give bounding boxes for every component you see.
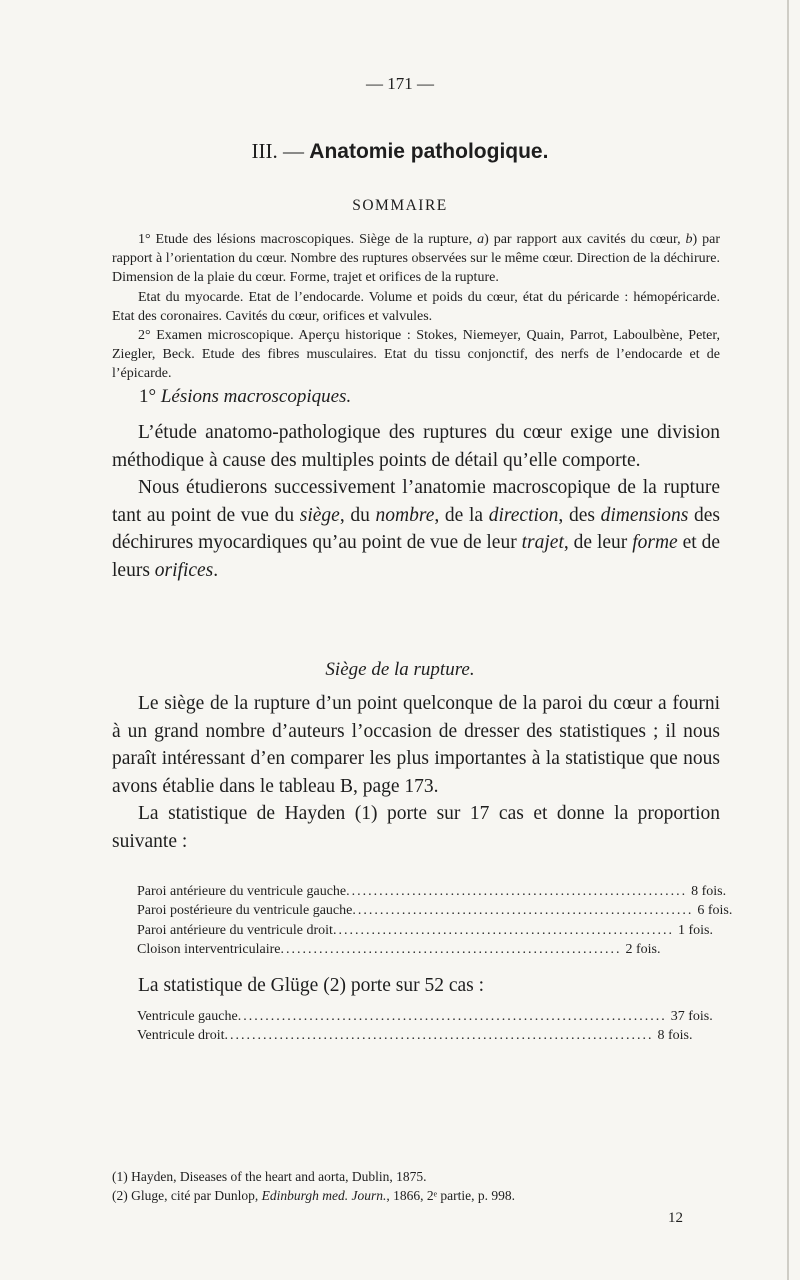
body1-p2-trajet: trajet <box>521 532 564 554</box>
leader-dots: .............................................................................. <box>237 1009 667 1024</box>
summary-p1-b: b <box>685 232 693 247</box>
summary-p1-a: a <box>477 232 485 247</box>
leader-dots: .............................................................. <box>346 884 688 899</box>
body1-p2-e: des déchirures myocardiques qu’au point de vue de leur <box>112 504 721 554</box>
summary-paragraph-1 <box>112 230 720 288</box>
heading1-title: Lésions macroscopiques. <box>160 386 352 407</box>
page-edge-line <box>787 0 789 1280</box>
row-label: Paroi postérieure du ventricule gauche <box>137 903 353 919</box>
body1-p2-direction: direction <box>488 504 559 526</box>
heading1-number: 1° <box>139 386 157 407</box>
footnote-2 <box>112 1186 732 1205</box>
body1-p2-d: , des <box>558 504 601 526</box>
footnote-2-journal: Edinburgh med. Journ. <box>261 1188 387 1203</box>
body1-p2-h: . <box>213 559 219 581</box>
signature-mark: 12 <box>668 1210 683 1226</box>
row-value: 8 fois. <box>657 1028 693 1044</box>
footnotes <box>112 1167 732 1205</box>
row-label: Cloison interventriculaire <box>137 941 281 957</box>
leader-dots: .............................................................. <box>352 903 694 919</box>
row-label: Paroi antérieure du ventricule droit <box>137 922 333 938</box>
table-row <box>137 921 713 940</box>
row-label: Ventricule gauche <box>137 1009 238 1024</box>
hayden-table <box>137 882 733 959</box>
body1-p2-c: , de la <box>434 504 489 526</box>
table-row <box>137 1007 713 1026</box>
body1-p2-b: , du <box>339 504 376 526</box>
row-value: 1 fois. <box>677 922 713 938</box>
summary-p1-pre: 1° Etude des lésions macroscopiques. Siège de la rupture, <box>138 232 478 247</box>
body1-p2-dimensions: dimensions <box>600 504 689 526</box>
table-row <box>137 901 733 920</box>
row-value: 8 fois. <box>691 884 727 899</box>
leader-dots: .............................................................................. <box>224 1028 654 1044</box>
row-value: 2 fois. <box>625 941 661 957</box>
section-title-text: Anatomie pathologique. <box>309 140 549 163</box>
footnote-2-b: , 1866, 2ᵉ partie, p. 998. <box>386 1188 516 1203</box>
body1-p2-orifices: orifices <box>154 559 214 581</box>
summary-p1-mid: ) par rapport aux cavités du cœur, <box>484 232 686 247</box>
summary-paragraph-2: Etat du myocarde. Etat de l’endocarde. Volume et poids du cœur, état du péricarde : hémopéricarde. Etat des coronaires. Cavités du cœur, orifices et valvules. <box>112 289 720 324</box>
row-label: Ventricule droit <box>137 1028 225 1044</box>
heading-lesions-macroscopiques <box>139 386 351 408</box>
running-head-page-number: — 171 — <box>366 74 434 93</box>
footnote-1: (1) Hayden, Diseases of the heart and aorta, Dublin, 1875. <box>112 1169 427 1184</box>
summary-paragraph-3: 2° Examen microscopique. Aperçu historique : Stokes, Niemeyer, Quain, Parrot, Laboulbène, Peter, Ziegler, Beck. Etude des fibres musculaires. Etat du tissu conjonctif, des nerfs de l’endocarde et de l’épicarde. <box>112 328 720 382</box>
body1-p2-f: , de leur <box>563 532 633 554</box>
body-section-3 <box>112 972 720 1000</box>
summary-block <box>112 230 720 384</box>
sommaire-heading: SOMMAIRE <box>352 197 448 214</box>
body1-p2-siege: siège <box>299 504 340 526</box>
row-value: 37 fois. <box>670 1009 713 1024</box>
table-row <box>137 940 661 959</box>
body-section-2 <box>112 690 720 856</box>
leader-dots: .............................................................. <box>332 922 674 938</box>
section-number: III. — <box>251 139 305 163</box>
gluge-intro: La statistique de Glüge (2) porte sur 52 cas : <box>138 975 485 996</box>
summary-p1-post: ) par rapport à l’orientation du cœur. Nombre des ruptures observées sur le même cœur. Direction de la déchirure. Dimension de la plaie du cœur. Forme, trajet et orifices de la rupture. <box>112 232 720 286</box>
body2-paragraph-2: La statistique de Hayden (1) porte sur 17 cas et donne la proportion suivante : <box>112 803 720 852</box>
body1-p2-a: Nous étudierons successivement l’anatomie macroscopique de la rupture tant au point de vue du <box>112 477 720 526</box>
body1-p2-nombre: nombre <box>375 504 435 526</box>
row-value: 6 fois. <box>697 903 733 919</box>
row-label: Paroi antérieure du ventricule gauche <box>137 884 347 899</box>
subheading-siege: Siège de la rupture. <box>325 659 475 680</box>
gluge-table <box>137 1007 713 1046</box>
body2-paragraph-1: Le siège de la rupture d’un point quelconque de la paroi du cœur a fourni à un grand nombre d’auteurs l’occasion de dresser des statistiques ; il nous paraît intéressant d’en comparer les plus importantes à la statistique que nous avons établie dans le tableau B, page 173. <box>112 693 720 797</box>
body1-p2-g: et de leurs <box>112 532 720 581</box>
table-row <box>137 1026 693 1045</box>
body1-paragraph-2 <box>112 474 720 584</box>
body-section-1 <box>112 419 720 585</box>
footnote-2-a: (2) Gluge, cité par Dunlop, <box>112 1188 262 1203</box>
table-row <box>137 882 727 901</box>
leader-dots: .............................................................. <box>280 941 622 957</box>
section-title <box>0 139 800 164</box>
body1-paragraph-1: L’étude anatomo-pathologique des ruptures du cœur exige une division méthodique à cause des multiples points de détail qu’elle comporte. <box>112 422 720 471</box>
body1-p2-forme: forme <box>632 532 678 554</box>
